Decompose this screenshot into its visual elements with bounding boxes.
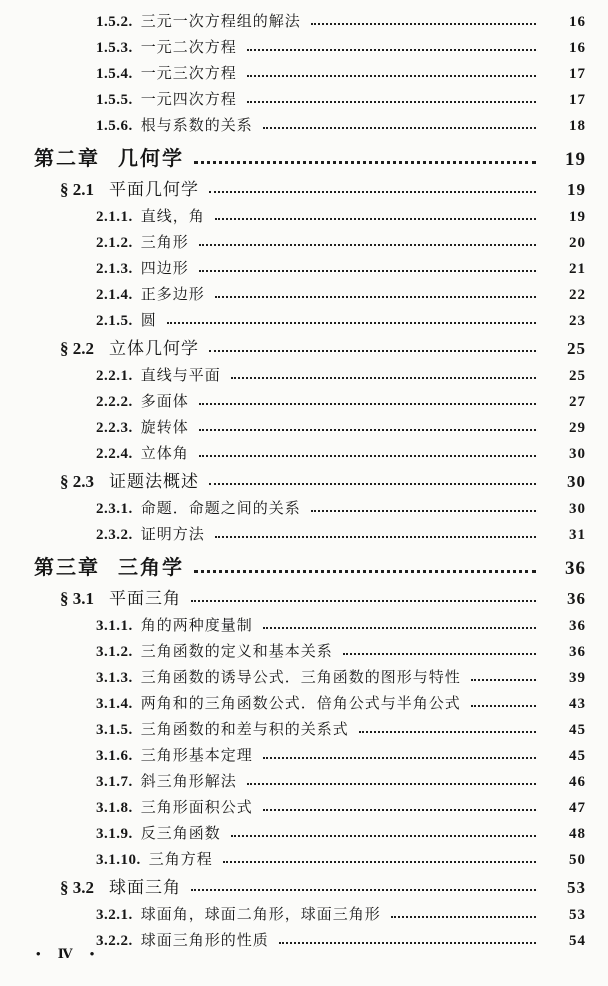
toc-entry: [0, 281, 586, 307]
page-number-roman: • Ⅳ •: [36, 946, 102, 961]
toc-entry-page: 29: [569, 420, 586, 436]
dot-leader: [279, 942, 536, 944]
toc-entry: [0, 414, 586, 440]
toc-entry-page: 25: [567, 339, 586, 358]
dot-leader: [199, 429, 536, 431]
toc-entry: [0, 255, 586, 281]
toc-entry: [0, 362, 586, 388]
toc-entry-number: 3.1.1.: [96, 618, 133, 634]
toc-entry-number: 3.2.1.: [96, 907, 133, 923]
dot-leader: [209, 483, 536, 485]
toc-entry-page: 36: [567, 589, 586, 608]
toc-entry-page: 19: [567, 180, 586, 199]
toc-entry: [0, 388, 586, 414]
toc-entry-page: 48: [569, 826, 586, 842]
toc-entry-title: 证题法概述: [109, 472, 199, 491]
toc-entry-title: 一元二次方程: [140, 40, 237, 56]
dot-leader: [471, 705, 536, 707]
toc-entry-title: 三角方程: [148, 852, 213, 868]
toc-entry-number: 3.2.2.: [96, 933, 133, 949]
dot-leader: [167, 322, 536, 324]
toc-entry-title: 角的两种度量制: [140, 618, 253, 634]
dot-leader: [231, 835, 536, 837]
toc-entry-number: 2.3.1.: [96, 501, 133, 517]
toc-entry: [0, 112, 586, 138]
toc-entry-page: 23: [569, 313, 586, 329]
toc-entry: [0, 141, 586, 174]
toc-entry: [0, 716, 586, 742]
dot-leader: [199, 455, 536, 457]
toc-entry: [0, 60, 586, 86]
toc-entry: [0, 794, 586, 820]
dot-leader: [263, 127, 536, 129]
toc-entry: [0, 612, 586, 638]
toc-entry-page: 39: [569, 670, 586, 686]
toc-entry-number: 3.1.2.: [96, 644, 133, 660]
toc-entry-title: 直线，角: [140, 209, 205, 225]
toc-entry-title: 旋转体: [140, 420, 189, 436]
dot-leader: [191, 889, 536, 891]
toc-entry-title: 三角形: [140, 235, 189, 251]
dot-leader: [231, 377, 536, 379]
toc-entry-number: 3.1.6.: [96, 748, 133, 764]
toc-entry-title: 三角形面积公式: [140, 800, 253, 816]
toc-entry-page: 36: [569, 644, 586, 660]
toc-entry: [0, 550, 586, 583]
toc-entry-title: 球面三角: [109, 878, 181, 897]
toc-entry: [0, 638, 586, 664]
toc-entry: [0, 495, 586, 521]
toc-entry: [0, 8, 586, 34]
toc-entry-number: 2.2.1.: [96, 368, 133, 384]
toc-entry-page: 19: [565, 149, 586, 170]
toc-entry-page: 27: [569, 394, 586, 410]
toc-entry-number: 1.5.5.: [96, 92, 133, 108]
toc-list: [0, 8, 586, 953]
dot-leader: [247, 75, 536, 77]
toc-entry-title: 球面角，球面二角形，球面三角形: [140, 907, 381, 923]
toc-entry: [0, 846, 586, 872]
toc-entry-title: 立体几何学: [109, 339, 199, 358]
toc-entry-title: 一元三次方程: [140, 66, 237, 82]
dot-leader: [263, 757, 536, 759]
toc-entry: [0, 86, 586, 112]
toc-entry: [0, 203, 586, 229]
toc-entry: [0, 820, 586, 846]
toc-entry: [0, 229, 586, 255]
toc-entry-number: 2.3.2.: [96, 527, 133, 543]
toc-entry-number: 2.1.2.: [96, 235, 133, 251]
toc-entry-title: 几何学: [118, 148, 184, 170]
toc-entry-title: 三角函数的定义和基本关系: [140, 644, 333, 660]
toc-entry-title: 根与系数的关系: [140, 118, 253, 134]
toc-entry-number: 3.1.4.: [96, 696, 133, 712]
toc-entry-page: 36: [565, 558, 586, 579]
dot-leader: [311, 23, 536, 25]
toc-entry-page: 17: [569, 92, 586, 108]
dot-leader: [199, 270, 536, 272]
toc-entry: [0, 174, 586, 203]
toc-entry-number: 3.1.5.: [96, 722, 133, 738]
toc-entry-page: 30: [569, 501, 586, 517]
toc-entry: [0, 34, 586, 60]
toc-entry-title: 三角函数的诱导公式．三角函数的图形与特性: [140, 670, 461, 686]
dot-leader: [263, 627, 536, 629]
toc-entry-number: 3.1.8.: [96, 800, 133, 816]
toc-entry-title: 三角形基本定理: [140, 748, 253, 764]
toc-entry: [0, 768, 586, 794]
toc-entry: [0, 466, 586, 495]
toc-entry-number: 1.5.2.: [96, 14, 133, 30]
toc-entry: [0, 664, 586, 690]
toc-entry-title: 反三角函数: [140, 826, 221, 842]
toc-entry: [0, 742, 586, 768]
toc-entry: [0, 690, 586, 716]
toc-entry-number: 1.5.6.: [96, 118, 133, 134]
toc-entry-page: 16: [569, 40, 586, 56]
toc-entry-title: 圆: [140, 313, 157, 329]
toc-entry-page: 21: [569, 261, 586, 277]
dot-leader: [199, 244, 536, 246]
toc-entry: [0, 521, 586, 547]
toc-entry-title: 四边形: [140, 261, 189, 277]
toc-entry-title: 直线与平面: [140, 368, 221, 384]
toc-entry-number: § 3.2: [60, 878, 94, 897]
toc-entry-title: 斜三角形解法: [140, 774, 237, 790]
toc-entry-title: 两角和的三角函数公式．倍角公式与半角公式: [140, 696, 461, 712]
toc-entry-number: 2.2.3.: [96, 420, 133, 436]
toc-entry-page: 22: [569, 287, 586, 303]
toc-entry-title: 球面三角形的性质: [140, 933, 269, 949]
toc-entry-title: 三角函数的和差与积的关系式: [140, 722, 349, 738]
toc-entry: [0, 333, 586, 362]
toc-entry-page: 45: [569, 722, 586, 738]
dot-leader: [215, 296, 536, 298]
toc-entry-page: 53: [567, 878, 586, 897]
toc-entry-page: 20: [569, 235, 586, 251]
dot-leader: [215, 218, 536, 220]
toc-entry-number: 2.1.5.: [96, 313, 133, 329]
toc-entry-page: 54: [569, 933, 586, 949]
toc-entry-title: 三元一次方程组的解法: [140, 14, 301, 30]
dot-leader: [194, 161, 536, 164]
dot-leader: [194, 570, 536, 573]
toc-entry-title: 命题．命题之间的关系: [140, 501, 301, 517]
toc-entry-title: 多面体: [140, 394, 189, 410]
toc-entry-number: § 2.2: [60, 339, 94, 358]
toc-entry-number: 1.5.4.: [96, 66, 133, 82]
toc-entry-number: § 3.1: [60, 589, 94, 608]
dot-leader: [247, 101, 536, 103]
toc-entry-number: 3.1.7.: [96, 774, 133, 790]
dot-leader: [247, 49, 536, 51]
toc-entry-number: 2.1.4.: [96, 287, 133, 303]
toc-entry-page: 47: [569, 800, 586, 816]
toc-entry: [0, 583, 586, 612]
toc-entry-number: 第二章: [34, 148, 100, 170]
toc-entry-page: 46: [569, 774, 586, 790]
dot-leader: [215, 536, 536, 538]
dot-leader: [391, 916, 536, 918]
toc-entry-title: 一元四次方程: [140, 92, 237, 108]
dot-leader: [223, 861, 536, 863]
toc-entry-page: 36: [569, 618, 586, 634]
toc-entry-title: 平面三角: [109, 589, 181, 608]
toc-entry-page: 17: [569, 66, 586, 82]
toc-entry: [0, 901, 586, 927]
toc-entry-page: 53: [569, 907, 586, 923]
toc-entry-page: 50: [569, 852, 586, 868]
toc-entry-page: 16: [569, 14, 586, 30]
toc-entry-title: 立体角: [140, 446, 189, 462]
toc-entry-page: 31: [569, 527, 586, 543]
dot-leader: [359, 731, 536, 733]
toc-entry-number: 第三章: [34, 557, 100, 579]
toc-entry-number: 1.5.3.: [96, 40, 133, 56]
toc-entry-number: 3.1.3.: [96, 670, 133, 686]
dot-leader: [247, 783, 536, 785]
toc-entry-number: § 2.3: [60, 472, 94, 491]
toc-entry-page: 43: [569, 696, 586, 712]
toc-entry-number: 3.1.10.: [96, 852, 141, 868]
toc-entry-title: 正多边形: [140, 287, 205, 303]
toc-entry-page: 30: [569, 446, 586, 462]
toc-entry: [0, 307, 586, 333]
toc-entry: [0, 872, 586, 901]
dot-leader: [311, 510, 536, 512]
toc-entry-title: 证明方法: [140, 527, 205, 543]
toc-entry: [0, 440, 586, 466]
dot-leader: [191, 600, 536, 602]
toc-entry-number: 3.1.9.: [96, 826, 133, 842]
dot-leader: [209, 191, 536, 193]
dot-leader: [343, 653, 536, 655]
toc-entry-number: 2.1.1.: [96, 209, 133, 225]
toc-entry-page: 45: [569, 748, 586, 764]
toc-entry-page: 19: [569, 209, 586, 225]
page-footer: [36, 946, 101, 962]
dot-leader: [199, 403, 536, 405]
toc-entry-page: 30: [567, 472, 586, 491]
toc-entry-number: 2.2.4.: [96, 446, 133, 462]
toc-entry-page: 25: [569, 368, 586, 384]
toc-entry-number: § 2.1: [60, 180, 94, 199]
toc-entry-number: 2.1.3.: [96, 261, 133, 277]
dot-leader: [209, 350, 536, 352]
toc-entry-title: 平面几何学: [109, 180, 199, 199]
dot-leader: [263, 809, 536, 811]
toc-entry-title: 三角学: [118, 557, 184, 579]
dot-leader: [471, 679, 536, 681]
toc-entry-page: 18: [569, 118, 586, 134]
toc-entry-number: 2.2.2.: [96, 394, 133, 410]
